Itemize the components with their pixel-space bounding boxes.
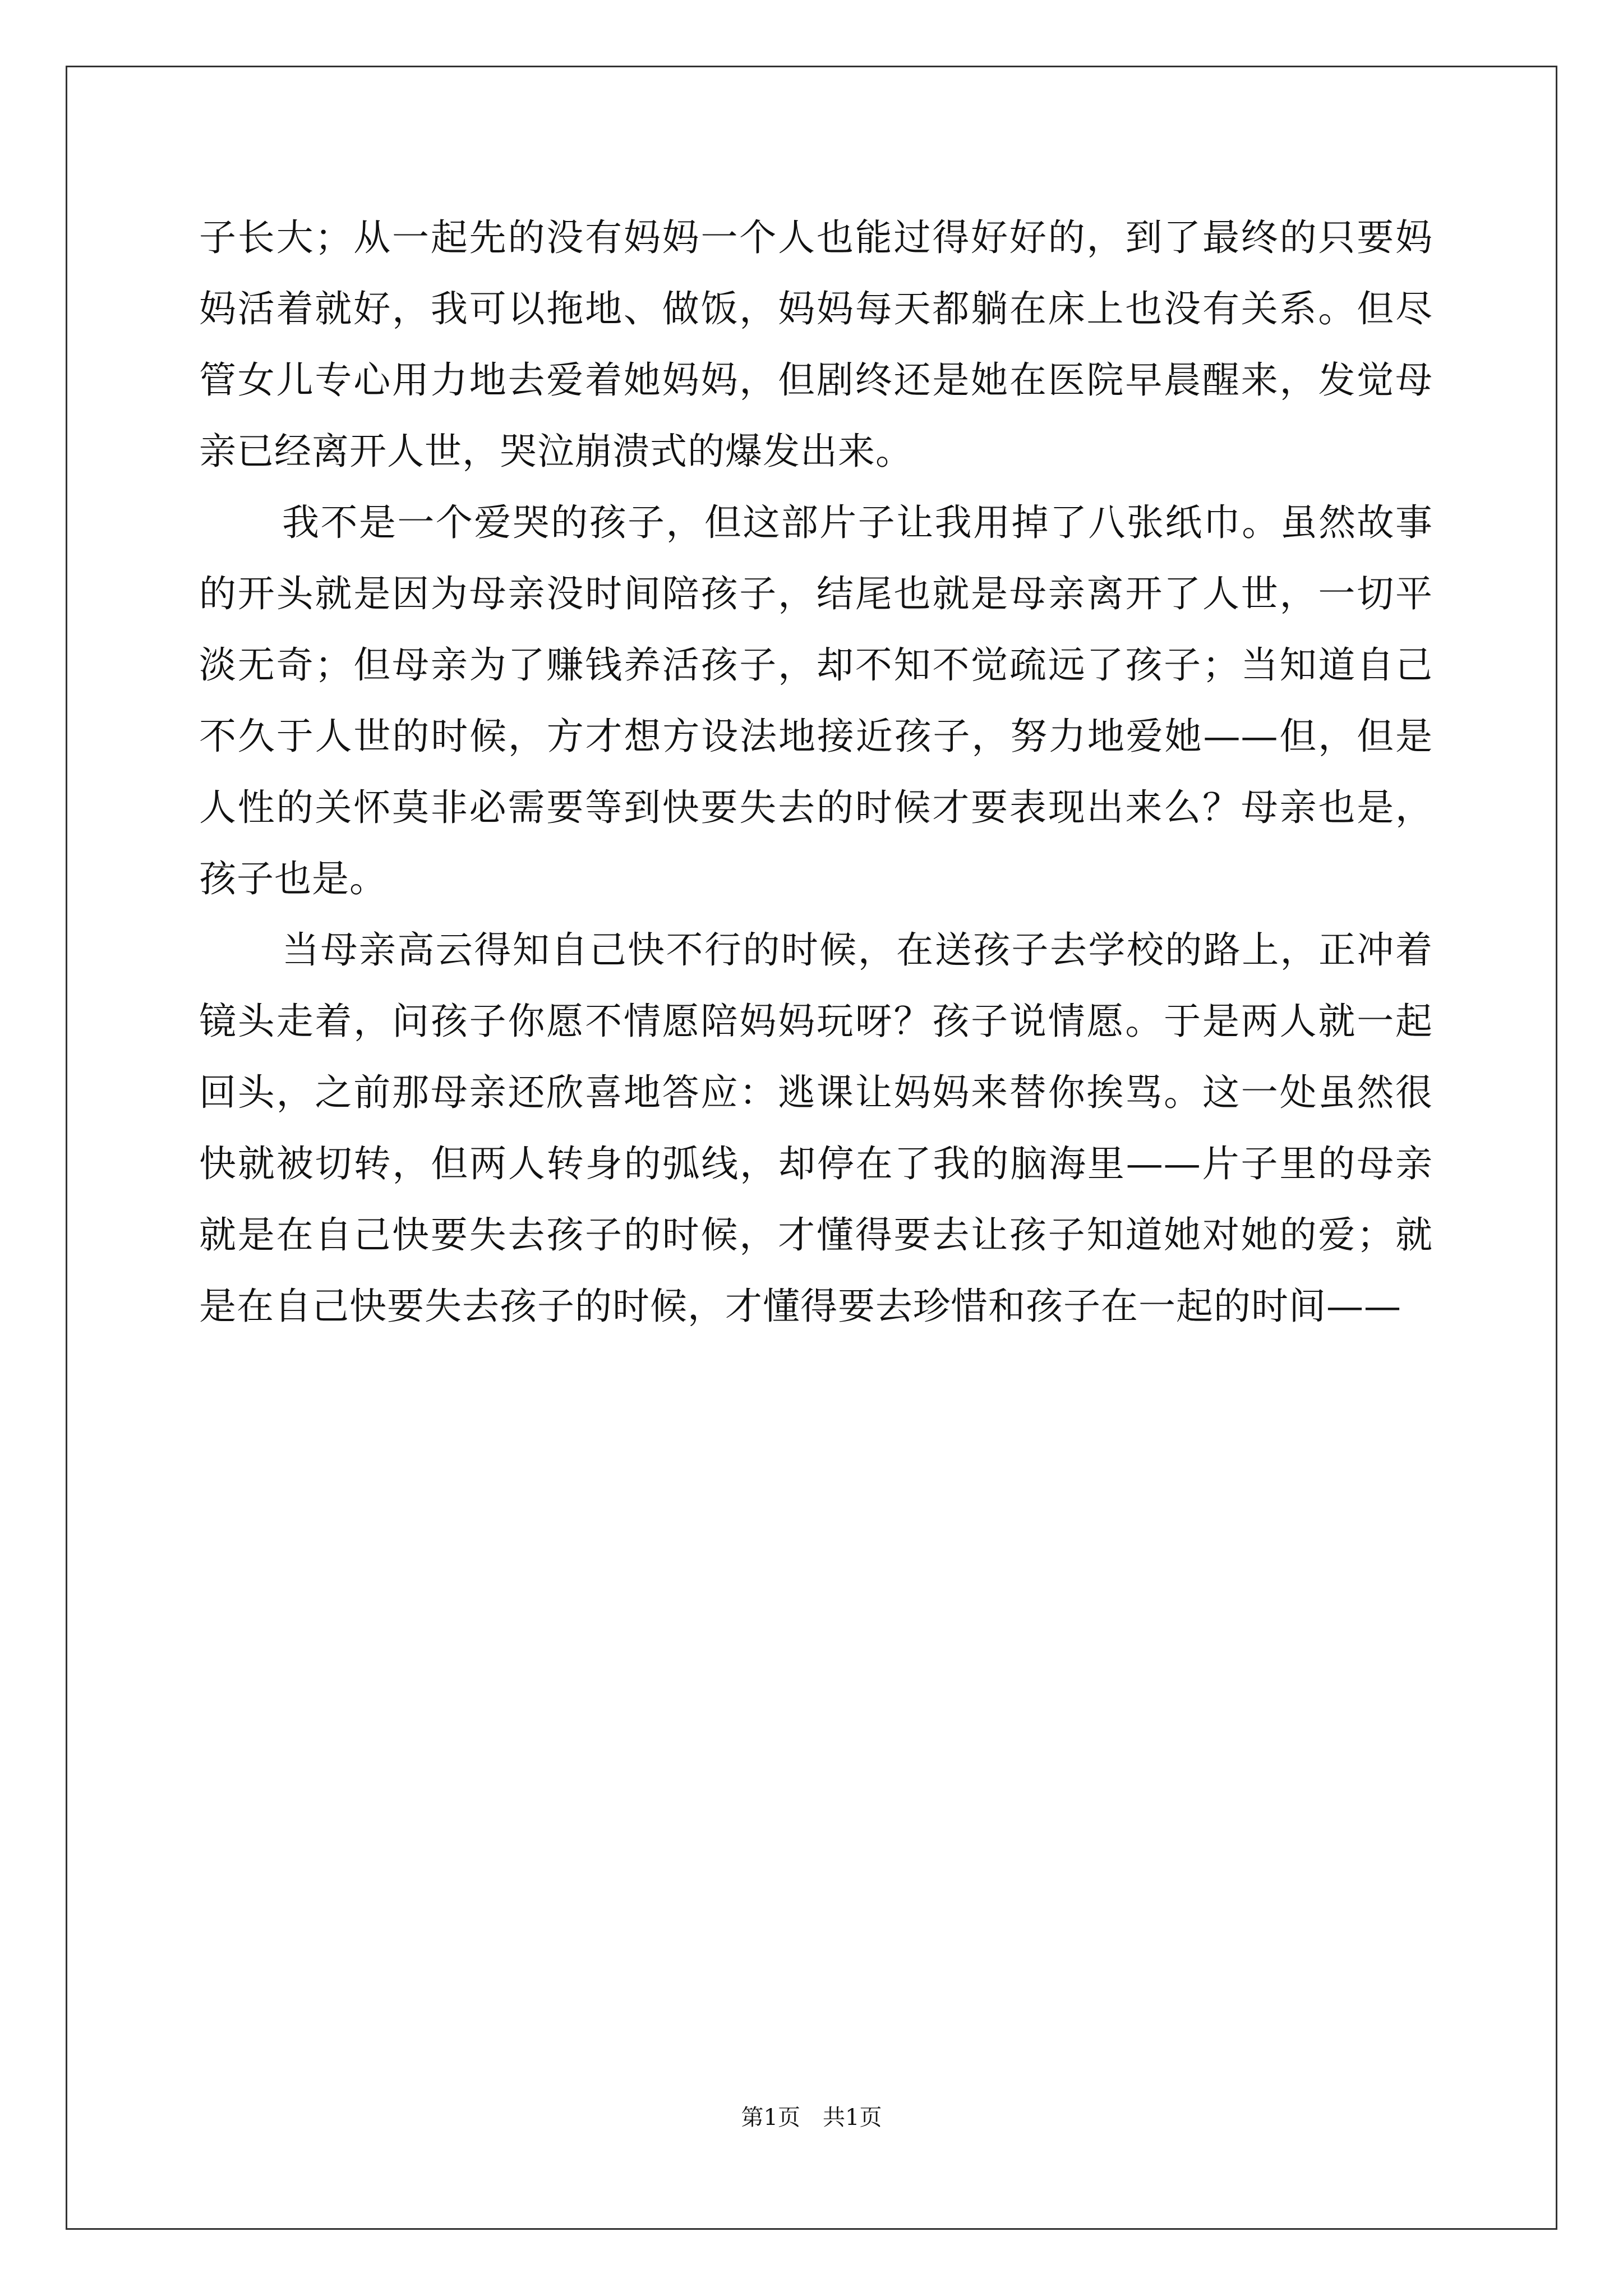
paragraph-3: 当母亲高云得知自己快不行的时候，在送孩子去学校的路上，正冲着镜头走着，问孩子你愿不情愿陪妈妈玩呀？孩子说情愿。于是两人就一起回头，之前那母亲还欣喜地答应：逃课让妈妈来替你挨骂。这一处虽然很快就被切转，但两人转身的弧线，却停在了我的脑海里——片子里的母亲就是在自己快要失去孩子的时候，才懂得要去让孩子知道她对她的爱；就是在自己快要失去孩子的时候，才懂得要去珍惜和孩子在一起的时间——: [199, 928, 1433, 1328]
page-number-current: 第1页: [741, 2105, 800, 2131]
paragraph-1: 子长大；从一起先的没有妈妈一个人也能过得好好的，到了最终的只要妈妈活着就好，我可以拖地、做饭，妈妈每天都躺在床上也没有关系。但尽管女儿专心用力地去爱着她妈妈，但剧终还是她在医院早晨醒来，发觉母亲已经离开人世，哭泣崩溃式的爆发出来。: [199, 216, 1433, 473]
page-number-total: 共1页: [823, 2105, 882, 2131]
document-body: [199, 202, 1433, 1342]
paragraph-2: 我不是一个爱哭的孩子，但这部片子让我用掉了八张纸巾。虽然故事的开头就是因为母亲没时间陪孩子，结尾也就是母亲离开了人世，一切平淡无奇；但母亲为了赚钱养活孩子，却不知不觉疏远了孩子；当知道自己不久于人世的时候，方才想方设法地接近孩子，努力地爱她——但，但是人性的关怀莫非必需要等到快要失去的时候才要表现出来么？母亲也是，孩子也是。: [199, 501, 1433, 900]
page-footer: [0, 2101, 1623, 2134]
